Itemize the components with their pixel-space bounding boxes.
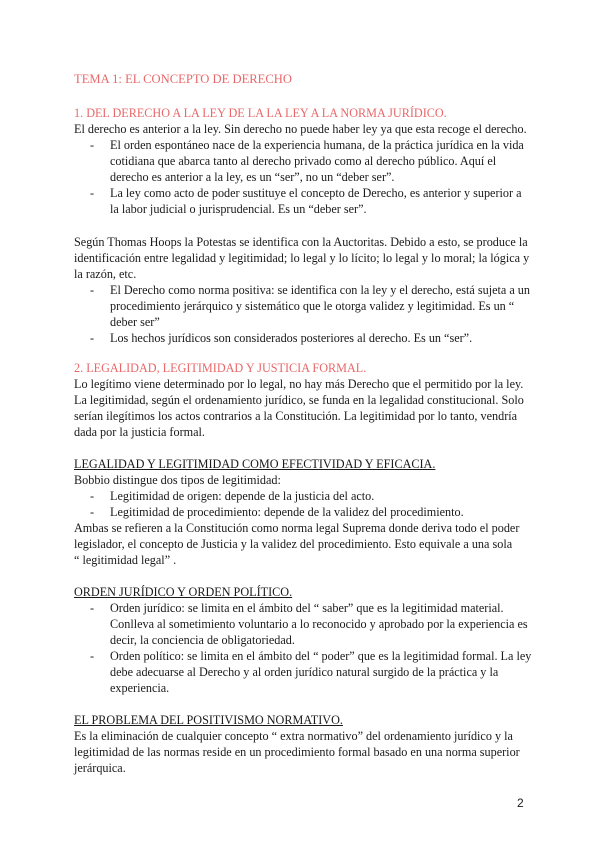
document-title: TEMA 1: EL CONCEPTO DE DERECHO — [74, 72, 292, 86]
paragraph-line: identificación entre legalidad y legitimidad; lo legal y lo lícito; lo legal y lo moral; la lógica y — [74, 251, 530, 265]
paragraph-line: Según Thomas Hoops la Potestas se identifica con la Auctoritas. Debido a esto, se produce la — [74, 235, 528, 249]
bullet-line: El orden espontáneo nace de la experiencia humana, de la práctica jurídica en la vida — [110, 138, 524, 152]
paragraph-line: legislador, el concepto de Justicia y la validez del procedimiento. Esto equivale a una sola — [74, 537, 513, 551]
bullet-line: Legitimidad de origen: depende de la justicia del acto. — [110, 489, 375, 503]
paragraph-line: jerárquica. — [74, 761, 126, 775]
paragraph-line: serían ilegítimos los actos contrarios a la Constitución. La legitimidad por lo tanto, vendría — [74, 409, 518, 423]
bullet-line: Orden político: se limita en el ámbito del “ poder” que es la legitimidad formal. La ley — [110, 649, 532, 663]
bullet-line: Los hechos jurídicos son considerados posteriores al derecho. Es un “ser”. — [110, 331, 473, 345]
bullet-marker: - — [90, 601, 95, 615]
paragraph-line: dada por la justicia formal. — [74, 425, 205, 439]
bullet-marker: - — [90, 505, 95, 519]
paragraph-line: Es la eliminación de cualquier concepto “ extra normativo” del ordenamiento jurídico y la — [74, 729, 513, 743]
bullet-line: Legitimidad de procedimiento: depende de la validez del procedimiento. — [110, 505, 464, 519]
page-number: 2 — [517, 796, 524, 810]
paragraph-line: legitimidad de las normas reside en un procedimiento formal basado en una norma superior — [74, 745, 520, 759]
paragraph-line: Ambas se refieren a la Constitución como norma legal Suprema donde deriva todo el poder — [74, 521, 520, 535]
bullet-marker: - — [90, 283, 95, 297]
bullet-line: cotidiana que abarca tanto al derecho privado como al derecho público. Aquí el — [110, 154, 497, 168]
bullet-marker: - — [90, 138, 95, 152]
section-5-heading: EL PROBLEMA DEL POSITIVISMO NORMATIVO. — [74, 713, 343, 727]
bullet-line: decir, la conciencia de obligatoriedad. — [110, 633, 295, 647]
bullet-line: El Derecho como norma positiva: se identifica con la ley y el derecho, está sujeta a un — [110, 283, 530, 297]
bullet-marker: - — [90, 489, 95, 503]
section-3-heading: LEGALIDAD Y LEGITIMIDAD COMO EFECTIVIDAD Y EFICACIA. — [74, 457, 436, 471]
bullet-marker: - — [90, 649, 95, 663]
paragraph-line: La legitimidad, según el ordenamiento jurídico, se funda en la legalidad constitucional. Solo — [74, 393, 524, 407]
section-2-heading: 2. LEGALIDAD, LEGITIMIDAD Y JUSTICIA FORMAL. — [74, 361, 367, 375]
bullet-line: La ley como acto de poder sustituye el concepto de Derecho, es anterior y superior a — [110, 186, 522, 200]
paragraph-line: la razón, etc. — [74, 267, 137, 281]
paragraph: El derecho es anterior a la ley. Sin derecho no puede haber ley ya que esta recoge el derecho. — [74, 122, 527, 136]
bullet-line: procedimiento jerárquico y sistemático que le otorga validez y legitimidad. Es un “ — [110, 299, 515, 313]
bullet-marker: - — [90, 331, 95, 345]
bullet-line: experiencia. — [110, 681, 170, 695]
paragraph-line: “ legitimidad legal” . — [74, 553, 177, 567]
bullet-line: Orden jurídico: se limita en el ámbito del “ saber” que es la legitimidad material. — [110, 601, 504, 615]
section-4-heading: ORDEN JURÍDICO Y ORDEN POLÍTICO. — [74, 585, 293, 599]
section-1-heading: 1. DEL DERECHO A LA LEY DE LA LA LEY A LA NORMA JURÍDICO. — [74, 106, 447, 120]
bullet-line: deber ser” — [110, 315, 160, 329]
bullet-line: debe adecuarse al Derecho y al orden jurídico natural surgido de la práctica y la — [110, 665, 499, 679]
bullet-line: derecho es anterior a la ley, es un “ser”, no un “deber ser”. — [110, 170, 395, 184]
bullet-marker: - — [90, 186, 95, 200]
bullet-line: la labor judicial o jurisprudencial. Es un “deber ser”. — [110, 202, 367, 216]
paragraph: Bobbio distingue dos tipos de legitimidad: — [74, 473, 281, 487]
paragraph-line: Lo legítimo viene determinado por lo legal, no hay más Derecho que el permitido por la ley. — [74, 377, 524, 391]
bullet-line: Conlleva al sometimiento voluntario a lo reconocido y aprobado por la experiencia es — [110, 617, 528, 631]
